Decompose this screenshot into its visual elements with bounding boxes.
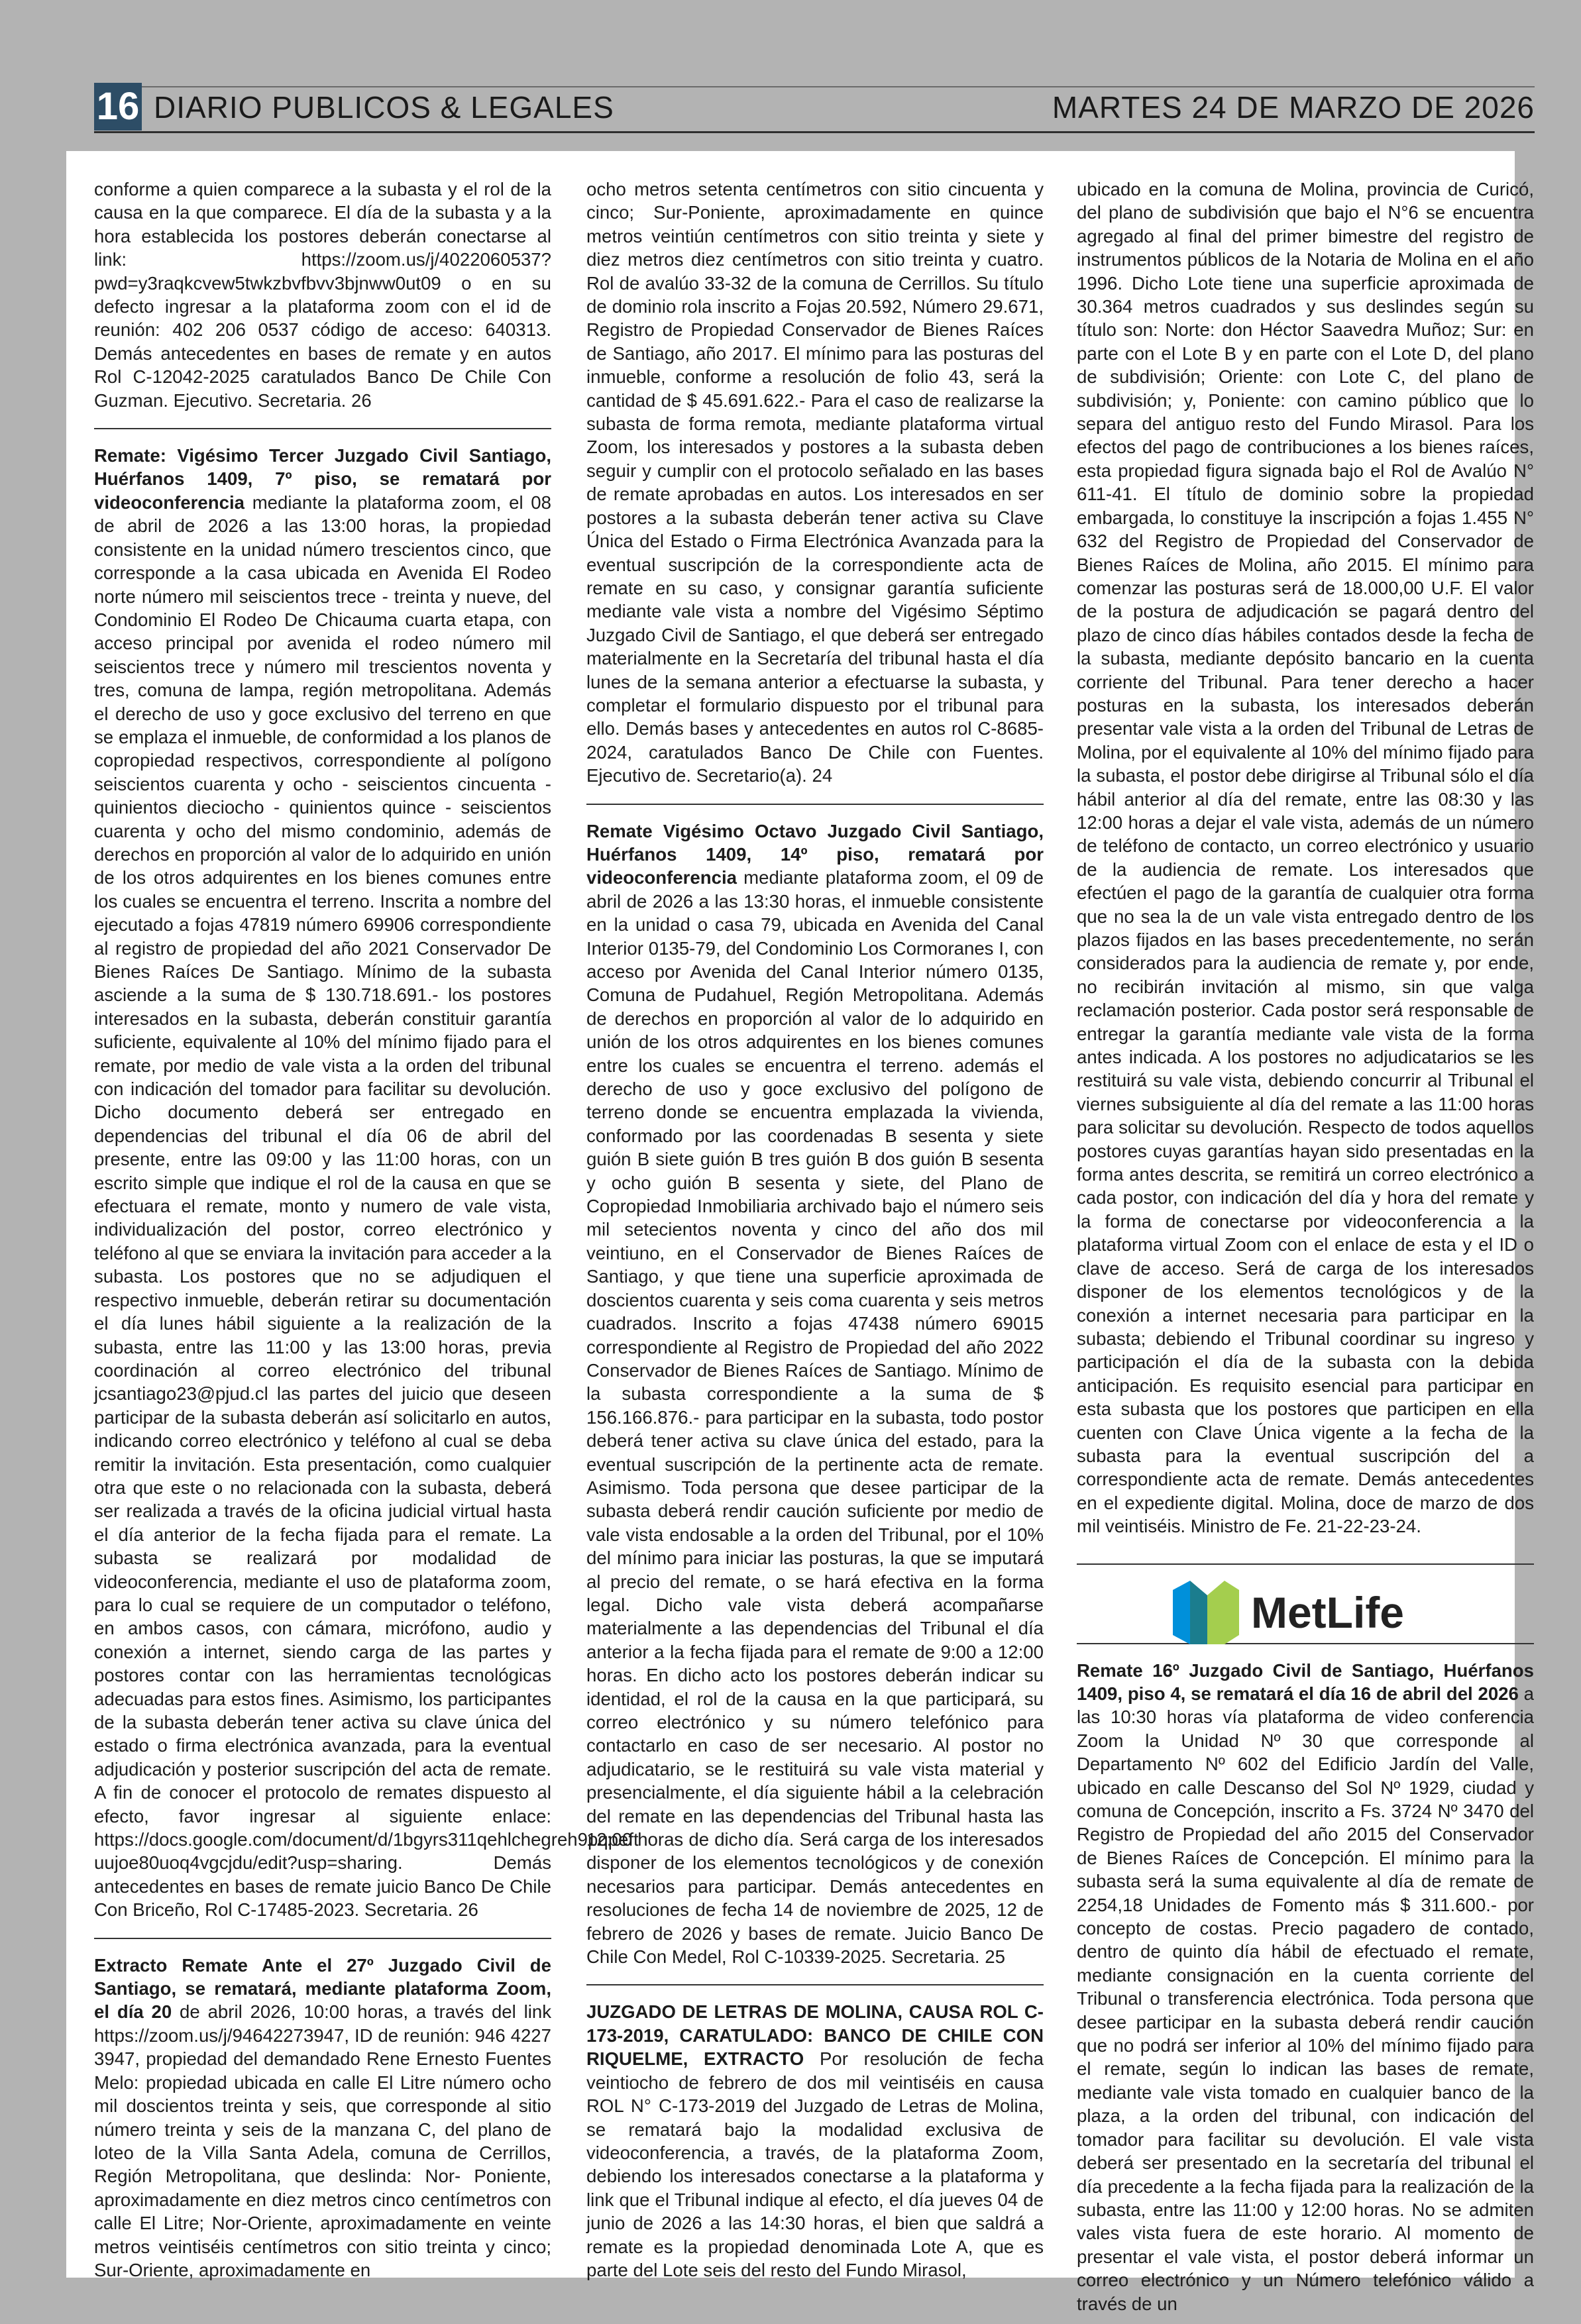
notice-heading: Remate Vigésimo Octavo Juzgado Civil Santiago, Huérfanos 1409, 14º piso, rematará por videoconferencia bbox=[586, 820, 1044, 888]
notice-body: de abril 2026, 10:00 horas, a través del link https://zoom.us/j/94642273947, ID de reunión: 946 4227 3947, propiedad del demandado Rene Ernesto Fuentes Melo: propiedad ubicada en calle El Litre número ocho mil doscientos treinta y seis, que corresponde al sitio número treinta y seis de la manzana C, del plano de loteo de la Villa Santa Adela, comuna de Cerrillos, Región Metropolitana, que deslinda: Nor- Poniente, aproximadamente en diez metros cinco centímetros con calle El Litre; Nor-Oriente, aproximadamente en veinte metros veintiséis centímetros con sitio treinta y cinco; Sur-Oriente, aproximadamente en bbox=[94, 2001, 551, 2280]
page-number-badge: 16 bbox=[94, 83, 142, 131]
metlife-logo-mark bbox=[1173, 1581, 1404, 1644]
metlife-m-icon bbox=[1173, 1581, 1242, 1644]
notice-juzgado-molina bbox=[586, 2000, 1044, 2290]
publication-title: DIARIO PUBLICOS & LEGALES bbox=[154, 90, 614, 125]
notice-heading: JUZGADO DE LETRAS DE MOLINA, CAUSA ROL C-173-2019, CARATULADO: BANCO DE CHILE CON RIQUELME, EXTRACTO bbox=[586, 2001, 1044, 2070]
column-1 bbox=[94, 178, 639, 2290]
notice-divider bbox=[1077, 1643, 1534, 1644]
notice-body: Por resolución de fecha veintiocho de febrero de dos mil veintiséis en causa ROL N° C-173-2019 del Juzgado de Letras de Molina, se rematará bajo la modalidad exclusiva de videoconferencia, a través, de la plataforma Zoom, debiendo los interesados conectarse a la plataforma y link que el Tribunal indique al efecto, el día jueves 04 de junio de 2026 a las 14:30 horas, el bien que saldrá a remate es la propiedad denominada Lote A, que es parte del Lote seis del resto del Fundo Mirasol, bbox=[586, 2048, 1044, 2280]
notice-heading: Remate: Vigésimo Tercer Juzgado Civil Santiago, Huérfanos 1409, 7º piso, se rematará por videoconferencia bbox=[94, 445, 551, 513]
notice-body: mediante la plataforma zoom, el 08 de abril de 2026 a las 13:00 horas, la propiedad consistente en la unidad número trescientos cinco, que corresponde a la casa ubicada en Avenida El Rodeo norte número mil seiscientos trece - treinta y nueve, del Condominio El Rodeo De Chicauma cuarta etapa, con acceso principal por avenida el rodeo número mil seiscientos trece y número mil trescientos noventa y tres, comuna de lampa, región metropolitana. Además el derecho de uso y goce exclusivo del terreno en que se emplaza el inmueble, de conformidad a los planos de copropiedad respectivos, correspondiente al polígono seiscientos cuarenta y ocho - seiscientos cincuenta - quinientos dieciocho - quinientos quince - seiscientos cuarenta y ocho del mismo condominio, además de derechos en proporción al valor de lo adquirido en unión de los otros adquirentes en los bienes comunes entre los cuales se encuentra el terreno. Inscrita a nombre del ejecutado a fojas 47819 número 69906 correspondiente al registro de propiedad del año 2021 Conservador De Bienes Raíces De Santiago. Mínimo de la subasta asciende a la suma de $ 130.718.691.- los postores interesados en la subasta, deberán constituir garantía suficiente, equivalente al 10% del mínimo fijado para el remate, por medio de vale vista a la orden del tribunal con indicación del tomador para facilitar su devolución. Dicho documento deberá ser entregado en dependencias del tribunal el día 06 de abril del presente, entre las 09:00 y las 11:00 horas, con un escrito simple que indique el rol de la causa en que se efectuara el remate, monto y numero de vale vista, individualización del postor, correo electrónico y teléfono al que se enviara la invitación para acceder a la subasta. Los postores que no se adjudiquen el respectivo inmueble, deberán retirar su documentación el día lunes hábil siguiente a la realización de la subasta, entre las 11:00 y las 13:00 horas, previa coordinación al correo electrónico del tribunal jcsantiago23@pjud.cl las partes del juicio que deseen participar de la subasta deberán así solicitarlo en autos, indicando correo electrónico y teléfono al cual se deba remitir la invitación. Esta presentación, como cualquier otra que este o no relacionada con la subasta, deberá ser realizada a través de la oficina judicial virtual hasta el día anterior de la fecha fijada para el remate. La subasta se realizará por modalidad de videoconferencia, mediante el uso de plataforma zoom, para lo cual se requiere de un computador o teléfono, en ambos casos, con cámara, micrófono, audio y conexión a internet, siendo carga de las partes y postores contar con las herramientas tecnológicas adecuadas para estos fines. Asimismo, los participantes de la subasta deberán tener activa su clave única del estado o firma electrónica avanzada, para la eventual adjudicación y posterior suscripción del acta de remate. A fin de conocer el protocolo de remates dispuesto al efecto, favor ingresar al siguiente enlace: https://docs.google.com/document/d/1bgyrs311qehlchegreh9pqpeft uujoe80uoq4vgcjdu/edit?usp=sharing. Demás antecedentes en bases de remate juicio Banco De Chile Con Briceño, Rol C-17485-2023. Secretaria. 26 bbox=[94, 492, 639, 1921]
publication-date: MARTES 24 DE MARZO DE 2026 bbox=[1052, 90, 1535, 125]
column-2 bbox=[586, 178, 1044, 2290]
header-bottom-rule bbox=[94, 131, 1535, 133]
notice-divider bbox=[94, 1938, 551, 1939]
notice-heading: Extracto Remate Ante el 27º Juzgado Civil de Santiago, se rematará, mediante plataforma Zoom, el día 20 bbox=[94, 1954, 551, 2023]
notice-heading: Remate 16º Juzgado Civil de Santiago, Huérfanos 1409, piso 4, se rematará el día 16 de abril del 2026 bbox=[1077, 1660, 1534, 1704]
notice-remate-27-juzgado bbox=[94, 1954, 551, 2290]
notice-body: a las 10:30 horas vía plataforma de video conferencia Zoom la Unidad Nº 30 que corresponde al Departamento Nº 602 del Edificio Jardín del Valle, ubicado en calle Descanso del Sol Nº 1929, ciudad y comuna de Concepción, inscrito a Fs. 3724 Nº 3470 del Registro de Propiedad del año 2015 del Conservador de Bienes Raíces de Concepción. El mínimo para la subasta será la suma equivalente al día de remate de 2254,18 Unidades de Fomento más $ 311.600.- por concepto de costas. Precio pagadero de contado, dentro de quinto día hábil de efectuado el remate, mediante consignación en la cuenta corriente del Tribunal o transferencia electrónica. Toda persona que desee participar en la subasta deberá rendir caución que no podrá ser inferior al 10% del mínimo fijado para el remate, según lo indican las bases de remate, mediante vale vista tomado en cualquier banco de la plaza, a la orden del tribunal, con indicación del tomador para facilitar su devolución. El vale vista deberá ser presentado en la secretaría del tribunal el día precedente a la fecha fijada para la realización de la subasta, entre las 11:00 y 12:00 horas. No se admiten vales vista fuera de este horario. Al momento de presentar el vale vista, el postor deberá informar un correo electrónico y un Número telefónico válido a través de un bbox=[1077, 1683, 1534, 2314]
notice-remate-23-juzgado bbox=[94, 444, 639, 1930]
notice-divider bbox=[586, 1984, 1044, 1985]
metlife-logo-text: MetLife bbox=[1251, 1587, 1404, 1637]
page-header bbox=[0, 0, 1581, 149]
notice-divider bbox=[586, 804, 1044, 805]
notice-remate-28-juzgado bbox=[586, 819, 1044, 1977]
notice-text: conforme a quien comparece a la subasta y el rol de la causa en la que comparece. El día de la subasta y a la hora establecida los postores deberán conectarse al link: https://zoom.us/j/4022060537?pwd=y3raqkcvew5twkzbvfbvv3bjnww0ut09 o en su defecto ingresar a la plataforma zoom con el id de reunión: 402 206 0537 código de acceso: 640313. Demás antecedentes en bases de remate y en autos Rol C-12042-2025 caratulados Banco De Chile Con Guzman. Ejecutivo. Secretaria. 26 bbox=[94, 179, 551, 411]
column-3 bbox=[1077, 178, 1534, 2323]
notice-remate-16-juzgado bbox=[1077, 1659, 1534, 2323]
header-top-rule bbox=[94, 86, 1535, 87]
notice-continuation: ocho metros setenta centímetros con sitio cincuenta y cinco; Sur-Poniente, aproximadamente en quince metros veintiún centímetros con sitio treinta y siete y diez metros diez centímetros con sitio treinta y cuatro. Rol de avalúo 33-32 de la comuna de Cerrillos. Su título de dominio rola inscrito a Fojas 20.592, Número 29.671, Registro de Propiedad Conservador de Bienes Raíces de Santiago, año 2017. El mínimo para las posturas del inmueble, conforme a resolución de folio 43, será la cantidad de $ 45.691.622.- Para el caso de realizarse la subasta de forma remota, mediante plataforma virtual Zoom, los interesados y postores a la subasta deben seguir y cumplir con el protocolo señalado en las bases de remate aprobadas en autos. Los interesados en ser postores a la subasta deberán tener activa su Clave Única del Estado o Firma Electrónica Avanzada para la eventual suscripción de la correspondiente acta de remate en su caso, y consignar garantía suficiente mediante vale vista a nombre del Vigésimo Séptimo Juzgado Civil de Santiago, el que deberá ser entregado materialmente en la Secretaría del tribunal hasta el día lunes de la semana anterior a efectuarse la subasta, y completar el formulario dispuesto por el tribunal para ello. Demás bases y antecedentes en autos rol C-8685-2024, caratulados Banco De Chile con Fuentes. Ejecutivo de. Secretario(a). 24 bbox=[586, 179, 1044, 786]
notice-divider bbox=[94, 428, 551, 429]
notice-continuation: ubicado en la comuna de Molina, provincia de Curicó, del plano de subdivisión que bajo el N°6 se encuentra agregado al final del primer bimestre del registro de instrumentos públicos de la Notaria de Molina en el año 1996. Dicho Lote tiene una superficie aproximada de 30.364 metros cuadrados y sus deslindes según su título son: Norte: don Héctor Saavedra Muñoz; Sur: en parte con el Lote B y en parte con el Lote D, del plano de subdivisión; Oriente: con Lote C, del plano de subdivisión; y, Poniente: con camino público que lo separa del antiguo resto del Fundo Mirasol. Para los efectos del pago de contribuciones a los bienes raíces, esta propiedad figura signada bajo el Rol de Avalúo N° 611-41. El título de dominio sobre la propiedad embargada, lo constituye la inscripción a fojas 1.455 N° 632 del Registro de Propiedad del Conservador de Bienes Raíces de Molina, año 2015. El mínimo para comenzar las posturas será de 18.000,00 U.F. El valor de la postura de adjudicación se pagará dentro del plazo de cinco días hábiles contados desde la fecha de la subasta, mediante depósito bancario en la cuenta corriente del Tribunal. Para tener derecho a hacer posturas en la subasta, los interesados deberán presentar vale vista a la orden del Tribunal de Letras de Molina, por el equivalente al 10% del mínimo fijado para la subasta, el postor debe dirigirse al Tribunal sólo el día hábil anterior al día del remate, entre las 08:30 y las 12:00 horas a dejar el vale vista, además de un número de teléfono de contacto, un correo electrónico y usuario de la audiencia de remate. Los interesados que efectúen el pago de la garantía de cualquier otra forma que no sea la de un vale vista entregado dentro de los plazos fijados en las bases precedentemente, no serán considerados para la audiencia de remate y, por ende, no recibirán invitación al mismo, sin que valga reclamación posterior. Cada postor será responsable de entregar la garantía mediante vale vista de la forma antes indicada. A los postores no adjudicatarios se les restituirá su vale vista, debiendo concurrir al Tribunal el viernes subsiguiente al día del remate a las 11:00 horas para solicitar su devolución. Respecto de todos aquellos postores cuyas garantías hayan sido presentadas en la forma antes descrita, se remitirá un correo electrónico a cada postor, con indicación del día y hora del remate y la forma de conectarse por videoconferencia a la plataforma virtual Zoom con el enlace de esta y el ID o clave de acceso. Será de carga de los interesados disponer de los elementos tecnológicos y de la conexión a internet necesaria para participar en la subasta; debiendo el Tribunal coordinar su ingreso y participación el día de la subasta con la debida anticipación. Es requisito esencial para participar en esta subasta que los postores que participen en ella cuenten con Clave Única vigente a la fecha de la subasta para la eventual suscripción del a correspondiente acta de remate. Demás antecedentes en el expediente digital. Molina, doce de marzo de dos mil veintiséis. Ministro de Fe. 21-22-23-24. bbox=[1077, 179, 1534, 1537]
notice-body: mediante plataforma zoom, el 09 de abril de 2026 a las 13:30 horas, el inmueble consistente en la unidad o casa 79, ubicada en Avenida del Canal Interior 0135-79, del Condominio Los Cormoranes I, con acceso por Avenida del Canal Interior número 0135, Comuna de Pudahuel, Región Metropolitana. Además de derechos en proporción al valor de lo adquirido en unión de los otros adquirentes en los bienes comunes entre los cuales se encuentra el terreno. además el derecho de uso y goce exclusivo del polígono de terreno donde se encuentra emplazada la vivienda, conformado por las coordenadas B sesenta y siete guión B siete guión B tres guión B dos guión B sesenta y ocho guión B sesenta y siete, del Plano de Copropiedad Inmobiliaria archivado bajo el número seis mil setecientos noventa y cinco del año dos mil veintiuno, en el Conservador de Bienes Raíces de Santiago, y que tiene una superficie aproximada de doscientos cuarenta y seis coma cuarenta y seis metros cuadrados. Inscrito a fojas 47438 número 69015 correspondiente al Registro de Propiedad del año 2022 Conservador de Bienes Raíces de Santiago. Mínimo de la subasta correspondiente a la suma de $ 156.166.876.- para participar en la subasta, todo postor deberá tener activa su clave única del estado, para la eventual suscripción de la pertinente acta de remate. Asimismo. Toda persona que desee participar de la subasta deberá rendir caución suficiente por medio de vale vista endosable a la orden del Tribunal, por el 10% del mínimo para iniciar las posturas, la que se imputará al precio del remate, o se hará efectiva en la forma legal. Dicho vale vista deberá acompañarse materialmente a las dependencias del Tribunal el día anterior a la fecha fijada para el remate de 9:00 a 12:00 horas. En dicho acto los postores deberán indicar su identidad, el rol de la causa en la que participará, su correo electrónico y su número telefónico para contactarlo en caso de ser necesario. Al postor no adjudicatario, se le restituirá su vale vista material y presencialmente, el día siguiente hábil a la celebración del remate en las dependencias del Tribunal hasta las 12:00 horas de dicho día. Será carga de los interesados disponer de los elementos tecnológicos y de conexión necesarios para participar. Demás antecedentes en resoluciones de fecha 14 de noviembre de 2025, 12 de febrero de 2026 y bases de remate. Juicio Banco De Chile Con Medel, Rol C-10339-2025. Secretaria. 25 bbox=[586, 867, 1044, 1968]
metlife-logo bbox=[1077, 1563, 1534, 1637]
